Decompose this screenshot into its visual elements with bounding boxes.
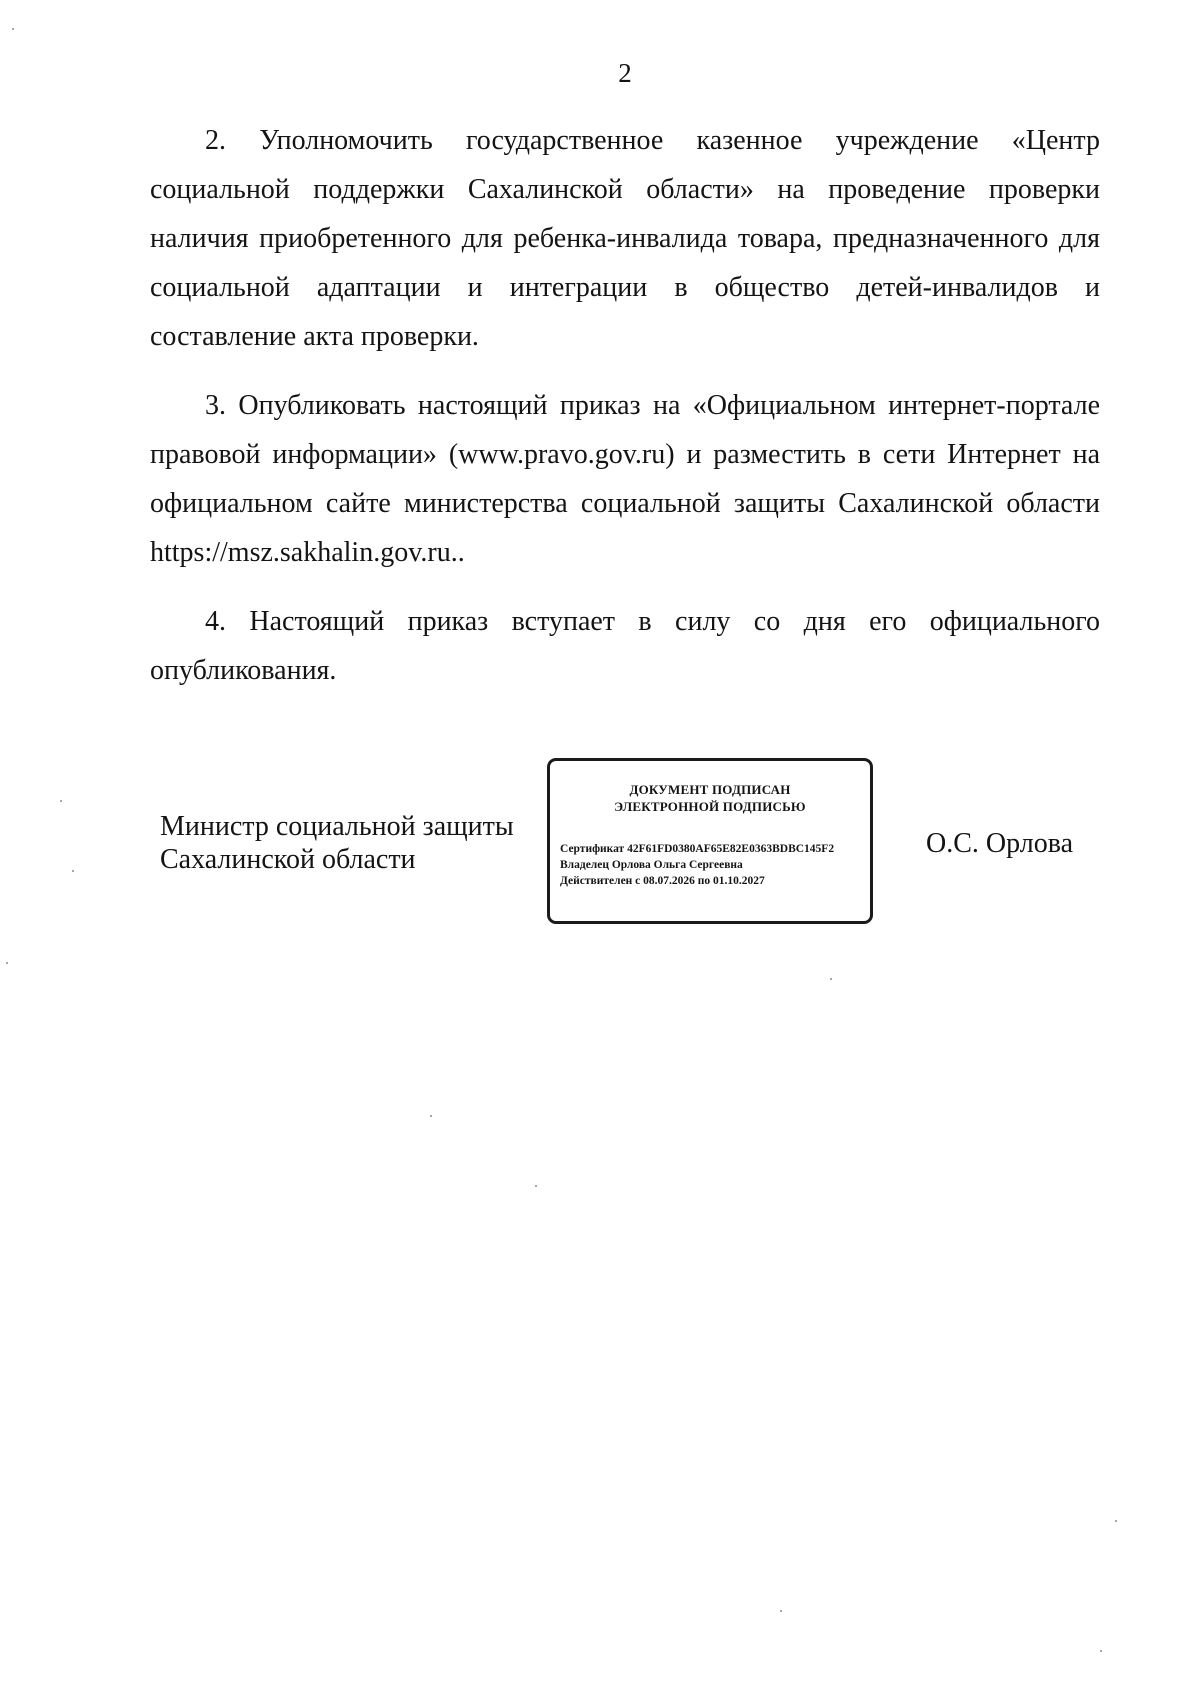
stamp-details [550,841,870,889]
signer-name: О.С. Орлова [926,828,1073,859]
scan-speck [12,28,14,30]
scan-speck [535,1185,537,1187]
stamp-owner: Владелец Орлова Ольга Сергеевна [560,859,743,871]
document-body [150,116,1100,715]
paragraph-item-2: 2. Уполномочить государственное казенное учреждение «Центр социальной поддержки Сахалинской области» на проведение проверки наличия приобретенного для ребенка-инвалида товара, предназначенного для социальной адаптации и интеграции в общество детей-инвалидов и составление акта проверки. [150,125,1100,352]
stamp-header-line1: ДОКУМЕНТ ПОДПИСАН [629,782,791,797]
stamp-header [550,781,870,815]
scan-speck [6,962,8,964]
scan-speck [72,870,74,872]
scan-speck [1115,1520,1117,1522]
electronic-signature-stamp [547,758,873,924]
signer-position-line2: Сахалинской области [160,844,416,875]
paragraph-item-4: 4. Настоящий приказ вступает в силу со дня его официального опубликования. [150,606,1100,686]
paragraph-item-3: 3. Опубликовать настоящий приказ на «Официальном интернет-портале правовой информации» (www.pravo.gov.ru) и разместить в сети Интернет на официальном сайте министерства социальной защиты Сахалинской области https://msz.sakhalin.gov.ru.. [150,390,1100,568]
signer-position-line1: Министр социальной защиты [160,811,514,842]
signature-block [0,758,1200,938]
scan-speck [830,978,832,980]
stamp-validity: Действителен с 08.07.2026 по 01.10.2027 [560,875,765,887]
page-number: 2 [618,58,632,88]
signer-position [160,810,514,876]
scan-speck [780,1610,782,1612]
scan-speck [430,1115,432,1117]
stamp-certificate: Сертификат 42F61FD0380AF65E82E0363BDBC145F2 [560,843,835,855]
stamp-header-line2: ЭЛЕКТРОННОЙ ПОДПИСЬЮ [614,799,806,814]
scan-speck [60,800,62,802]
scan-speck [1100,1650,1102,1652]
